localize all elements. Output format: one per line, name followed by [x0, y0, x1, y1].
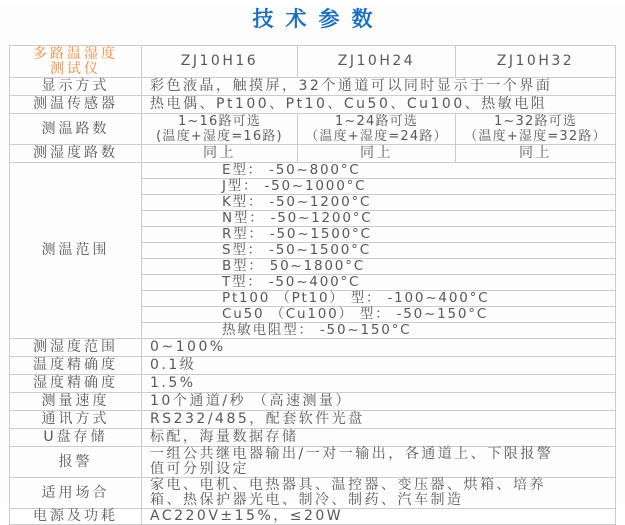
row-label-communication: 通讯方式	[10, 411, 142, 429]
temp-channels-24-line1: 1~24路可选	[334, 114, 419, 129]
row-humidity-channels	[10, 145, 616, 163]
temp-range-item: N型： -50~1200°C	[142, 211, 616, 227]
row-measure-speed	[10, 393, 616, 411]
row-label-humidity-accuracy: 湿度精确度	[10, 375, 142, 393]
temp-range-item: E型： -50~800°C	[142, 163, 616, 179]
row-label-display-mode: 显示方式	[10, 78, 142, 96]
row-value-humidity-accuracy: 1.5%	[142, 375, 616, 393]
row-temp-channels	[10, 114, 616, 145]
row-label-application: 适用场合	[10, 478, 142, 509]
row-label-measure-speed: 测量速度	[10, 393, 142, 411]
row-temp-sensor	[10, 96, 616, 114]
row-temp-accuracy	[10, 357, 616, 375]
model-cell-zj10h24: ZJ10H24	[298, 46, 456, 78]
temp-range-item: B型： 50~1800°C	[142, 259, 616, 275]
temp-channels-16-line2: (温度+湿度=16路)	[156, 129, 283, 144]
row-label-usb-storage: U盘存储	[10, 429, 142, 447]
row-power	[10, 509, 616, 525]
row-value-communication: RS232/485，配套软件光盘	[142, 411, 616, 429]
humidity-channels-cell-3: 同上	[456, 145, 616, 163]
spec-table	[9, 45, 616, 525]
row-label-temp-range: 测温范围	[10, 163, 142, 339]
page-title: 技术参数	[252, 7, 385, 31]
row-value-application: 家电、电机、电热器具、温控器、变压器、烘箱、培养箱、热保护器光电、制冷、制药、汽车制造	[142, 478, 616, 509]
model-cell-zj10h16: ZJ10H16	[142, 46, 298, 78]
temp-channels-16-line1: 1~16路可选	[177, 114, 262, 129]
temp-channels-cell-32	[456, 114, 616, 145]
row-alarm	[10, 447, 616, 478]
row-label-temp-accuracy: 温度精确度	[10, 357, 142, 375]
temp-channels-cell-16	[142, 114, 298, 145]
temp-range-item: K型： -50~1200°C	[142, 195, 616, 211]
temp-channels-32-line1: 1~32路可选	[493, 114, 578, 129]
row-label-temp-sensor: 测温传感器	[10, 96, 142, 114]
row-value-temp-accuracy: 0.1级	[142, 357, 616, 375]
row-application	[10, 478, 616, 509]
spec-page	[0, 3, 625, 524]
temp-range-item: 热敏电阻型： -50~150°C	[142, 323, 616, 339]
row-humidity-accuracy	[10, 375, 616, 393]
temp-range-item: Pt100 （Pt10） 型： -100~400°C	[142, 291, 616, 307]
row-label-temp-channels: 测温路数	[10, 114, 142, 145]
temp-channels-32-line2: （温度+湿度=32路）	[464, 129, 607, 144]
row-label-alarm: 报警	[10, 447, 142, 478]
row-label-humidity-channels: 测湿度路数	[10, 145, 142, 163]
row-value-alarm: 一组公共继电器输出/一对一输出，各通道上、下限报警值可分别设定	[142, 447, 616, 478]
temp-range-item: J型： -50~1000°C	[142, 179, 616, 195]
row-value-power: AC220V±15%，≤20W	[142, 509, 616, 525]
product-name-line2: 测试仪	[50, 60, 101, 77]
humidity-channels-cell-2: 同上	[298, 145, 456, 163]
row-value-temp-sensor: 热电偶、Pt100、Pt10、Cu50、Cu100、热敏电阻	[142, 96, 616, 114]
temp-range-item: T型： -50~400°C	[142, 275, 616, 291]
row-display-mode	[10, 78, 616, 96]
row-value-usb-storage: 标配，海量数据存储	[142, 429, 616, 447]
product-name-cell	[10, 46, 142, 78]
temp-range-item: S型： -50~1500°C	[142, 243, 616, 259]
row-humidity-range	[10, 339, 616, 357]
model-cell-zj10h32: ZJ10H32	[456, 46, 616, 78]
row-temp-range	[10, 163, 616, 179]
temp-channels-24-line2: （温度+湿度=24路）	[305, 129, 448, 144]
row-label-humidity-range: 测湿度范围	[10, 339, 142, 357]
product-name-line1: 多路温湿度	[33, 45, 118, 62]
row-value-humidity-range: 0~100%	[142, 339, 616, 357]
humidity-channels-cell-1: 同上	[142, 145, 298, 163]
row-label-power: 电源及功耗	[10, 509, 142, 525]
header-row	[10, 46, 616, 78]
row-value-display-mode: 彩色液晶，触摸屏，32个通道可以同时显示于一个界面	[142, 78, 616, 96]
temp-range-item: Cu50 （Cu100） 型： -50~150°C	[142, 307, 616, 323]
row-communication	[10, 411, 616, 429]
temp-range-item: R型： -50~1500°C	[142, 227, 616, 243]
row-value-measure-speed: 10个通道/秒 （高速测量）	[142, 393, 616, 411]
row-usb-storage	[10, 429, 616, 447]
temp-channels-cell-24	[298, 114, 456, 145]
